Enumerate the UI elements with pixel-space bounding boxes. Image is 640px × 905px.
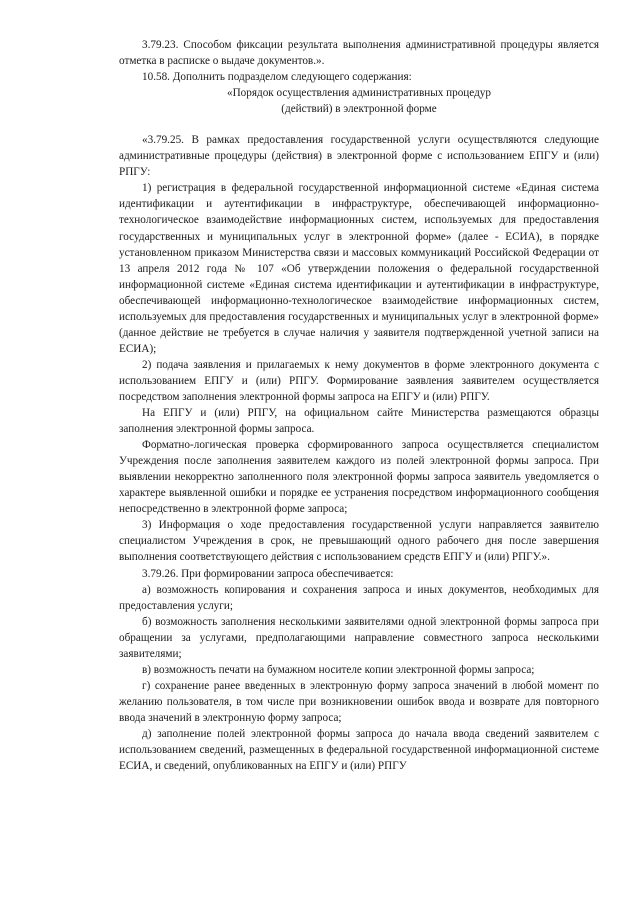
paragraph: 3.79.26. При формировании запроса обеспечивается: <box>142 567 394 580</box>
paragraph: Форматно-логическая проверка сформированного запроса осуществляется специалистом Учреждения после заполнения заявителем каждого из полей электронной формы запроса. При выявлении некорректно заполненного поля электронной формы запроса заявитель уведомляется о характере выявленной ошибки и порядке ее устранения посредством информационного сообщения непосредственно в электронной форме запроса; <box>119 439 599 516</box>
paragraph: г) сохранение ранее введенных в электронную форму запроса значений в любой момент по желанию пользователя, в том числе при возникновении ошибок ввода и возврате для повторного ввода значений в электронную форму запроса; <box>119 679 599 724</box>
section-heading: (действий) в электронной форме <box>281 103 437 116</box>
paragraph: «3.79.25. В рамках предоставления государственной услуги осуществляются следующие административные процедуры (действия) в электронной форме с использованием ЕПГУ и (или) РПГУ: <box>119 134 599 179</box>
paragraph: На ЕПГУ и (или) РПГУ, на официальном сайте Министерства размещаются образцы заполнения электронной формы запроса. <box>119 407 599 436</box>
paragraph-spacer <box>119 117 599 132</box>
paragraph: в) возможность печати на бумажном носителе копии электронной формы запроса; <box>142 663 535 676</box>
paragraph: 10.58. Дополнить подразделом следующего содержания: <box>142 71 412 84</box>
section-heading: «Порядок осуществления административных процедур <box>227 87 491 100</box>
paragraph: 2) подача заявления и прилагаемых к нему документов в форме электронного документа с использованием ЕПГУ и (или) РПГУ. Формирование заявления заявителем осуществляется посредством заполнения электронной формы запроса на ЕПГУ и (или) РПГУ. <box>119 358 599 403</box>
paragraph: 3.79.23. Способом фиксации результата выполнения административной процедуры является отметка в расписке о выдаче документов.». <box>119 39 599 68</box>
document-page <box>119 37 599 774</box>
paragraph: 1) регистрация в федеральной государственной информационной системе «Единая система идентификации и аутентификации в инфраструктуре, обеспечивающей информационно-технологическое взаимодействие информационных систем, используемых для предоставления государственных и муниципальных услуг в электронной форме» (далее - ЕСИА), в порядке установленном приказом Министерства связи и массовых коммуникаций Российской Федерации от 13 апреля 2012 года № 107 «Об утверждении положения о федеральной государственной информационной системе «Единая система идентификации и аутентификации в инфраструктуре, обеспечивающей информационно-технологическое взаимодействие информационных систем, используемых для предоставления государственных и муниципальных услуг в электронной форме» (данное действие не требуется в случае наличия у заявителя подтвержденной учетной записи на ЕСИА); <box>119 182 599 355</box>
paragraph: б) возможность заполнения несколькими заявителями одной электронной формы запроса при обращении за услугами, предполагающими направление совместного запроса несколькими заявителями; <box>119 615 599 660</box>
paragraph: а) возможность копирования и сохранения запроса и иных документов, необходимых для предоставления услуги; <box>119 583 599 612</box>
paragraph: д) заполнение полей электронной формы запроса до начала ввода сведений заявителем с использованием сведений, размещенных в федеральной государственной информационной системе ЕСИА, и сведений, опубликованных на ЕПГУ и (или) РПГУ <box>119 727 599 773</box>
paragraph: 3) Информация о ходе предоставления государственной услуги направляется заявителю специалистом Учреждения в срок, не превышающий одного рабочего дня после завершения выполнения соответствующего действия с использованием средств ЕПГУ и (или) РПГУ.». <box>119 519 599 564</box>
